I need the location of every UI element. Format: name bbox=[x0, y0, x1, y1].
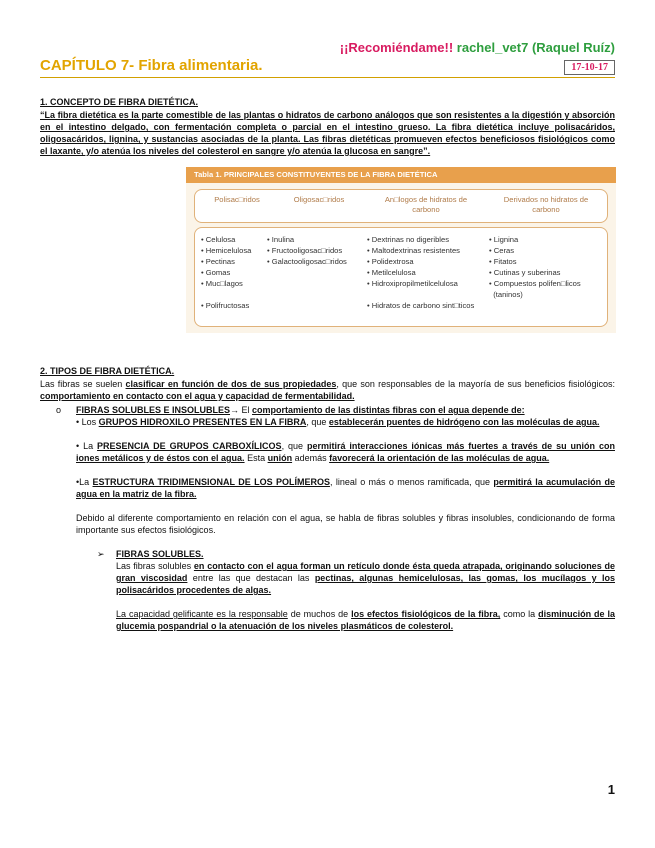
text-run: Esta bbox=[244, 453, 268, 463]
paragraph-water-behaviour: Debido al diferente comportamiento en relación con el agua, se habla de fibras solubles y fibras insolubles, condicionando de forma importante sus efectos fisiológicos. bbox=[76, 513, 615, 535]
text-run: los efectos fisiológicos de la fibra, bbox=[351, 609, 501, 619]
text-run: , lineal o más o menos ramificada, que bbox=[329, 477, 494, 487]
text-run: Las fibras se suelen bbox=[40, 379, 126, 389]
fiber-constituents-table bbox=[186, 167, 616, 333]
text-run: → El bbox=[230, 405, 253, 415]
text-run: como la bbox=[500, 609, 539, 619]
table-cell: • Lignina bbox=[489, 235, 519, 244]
text-run: FIBRAS SOLUBLES. bbox=[116, 549, 204, 559]
text-run: La capacidad gelificante es la responsable bbox=[116, 609, 288, 619]
table-header-cell: Polisac□ridos bbox=[214, 195, 260, 204]
table-cell: • Gomas bbox=[201, 268, 231, 277]
text-run: clasificar en función de dos de sus propiedades bbox=[125, 379, 337, 389]
table-cell: • Galactooligosac□ridos bbox=[267, 257, 347, 266]
promo-author: rachel_vet7 (Raquel Ruíz) bbox=[456, 40, 615, 55]
text-run: favorecerá la orientación de las moléculas de agua. bbox=[329, 453, 550, 463]
text-run: disminución de la glucemia pospandrial o la atenuación de los niveles plasmáticos de colesterol. bbox=[116, 609, 616, 631]
text-run: , que bbox=[281, 441, 307, 451]
paragraph-structure bbox=[40, 476, 615, 500]
text-run: permitirá interacciones iónicas más fuertes a través de su unión con iones metálicos y de éstos con el agua. bbox=[76, 441, 615, 463]
text-run: unión bbox=[267, 453, 293, 463]
table-cell bbox=[367, 289, 474, 300]
table-cell: • Polifructosas bbox=[201, 301, 250, 310]
text-run: •La bbox=[76, 477, 93, 487]
text-run: comportamiento en contacto con el agua y capacidad de fermentabilidad. bbox=[40, 391, 355, 401]
text-run: en contacto con el agua forman un retículo donde ésta queda atrapada, originando soluciones de gran viscosidad bbox=[116, 561, 615, 583]
text-run: , que son responsables de la mayoría de sus beneficios fisiológicos: bbox=[336, 379, 616, 389]
text-run: ESTRUCTURA TRIDIMENSIONAL DE LOS POLÍMEROS bbox=[92, 477, 330, 487]
text-run: , que bbox=[306, 417, 329, 427]
table-cell: • Hemicelulosa bbox=[201, 246, 252, 255]
table-header-cell: Derivados no hidratos de carbono bbox=[503, 195, 589, 214]
text-run: comportamiento de las distintas fibras con el agua depende de: bbox=[252, 405, 525, 415]
page-number: 1 bbox=[607, 782, 615, 797]
table-cell: • Muc□lagos bbox=[201, 279, 243, 288]
table-column bbox=[267, 234, 347, 267]
table-body bbox=[194, 227, 608, 327]
promo-recommend: ¡¡Recomiéndame!! bbox=[339, 40, 454, 55]
date-badge: 17-10-17 bbox=[564, 60, 615, 75]
table-cell: • Polidextrosa bbox=[367, 257, 414, 266]
chapter-title: CAPÍTULO 7- Fibra alimentaria. bbox=[40, 57, 263, 74]
table-column bbox=[367, 234, 474, 311]
table-cell: • Dextrinas no digeribles bbox=[367, 235, 450, 244]
table-cell: • Hidratos de carbono sint□ticos bbox=[367, 301, 475, 310]
section2-intro bbox=[40, 378, 615, 402]
section2 bbox=[40, 365, 615, 632]
paragraph-carboxyl bbox=[40, 440, 615, 464]
table-cell: • Fitatos bbox=[489, 257, 517, 266]
table-header-cell: An□logos de hidratos de carbono bbox=[384, 195, 468, 214]
header-divider bbox=[40, 77, 615, 78]
table-cell: • Compuestos polifen□licos bbox=[489, 279, 581, 288]
promo-line bbox=[340, 40, 615, 55]
table-cell: • Fructooligosac□ridos bbox=[267, 246, 343, 255]
bullet-soluble-insoluble bbox=[40, 404, 615, 416]
section1-heading: 1. CONCEPTO DE FIBRA DIETÉTICA. bbox=[40, 97, 199, 107]
text-run: GRUPOS HIDROXILO PRESENTES EN LA FIBRA bbox=[98, 417, 307, 427]
table-cell: • Maltodextrinas resistentes bbox=[367, 246, 460, 255]
table-cell: • Pectinas bbox=[201, 257, 235, 266]
text-run: pectinas, algunas hemicelulosas, las gomas, los mucílagos y los polisacáridos procedentes de algas. bbox=[116, 573, 615, 595]
text-run: • La bbox=[76, 441, 98, 451]
arrow-bullet-icon: ➢ bbox=[97, 549, 105, 559]
paragraph-hydroxyl bbox=[40, 416, 615, 428]
text-run: • Los bbox=[76, 417, 99, 427]
table-column bbox=[489, 234, 581, 300]
table-cell: • Cutinas y suberinas bbox=[489, 268, 561, 277]
text-run: establecerán puentes de hidrógeno con las moléculas de agua. bbox=[328, 417, 600, 427]
main-content bbox=[40, 96, 615, 632]
table-cell: • Ceras bbox=[489, 246, 515, 255]
table-cell: • Inulina bbox=[267, 235, 295, 244]
table-column bbox=[201, 234, 251, 311]
table-cell bbox=[201, 289, 251, 300]
table-header-row bbox=[194, 189, 608, 223]
paragraph-soluble-fibers bbox=[40, 560, 615, 596]
text-run: permitirá la acumulación de agua en la matriz de la fibra. bbox=[76, 477, 615, 499]
section2-heading: 2. TIPOS DE FIBRA DIETÉTICA. bbox=[40, 366, 175, 376]
soluble-fibers-heading bbox=[40, 548, 615, 560]
fiber-definition-quote: “La fibra dietética es la parte comestible de las plantas o hidratos de carbono análogos que son resistentes a la digestión y absorción en el intestino delgado, con fermentación completa o parcial en el intestino grueso. La fibra dietética incluye polisacáridos, oligosacáridos, lignina, y sustancias asociadas de la planta. Las fibras dietéticas promueven efectos beneficiosos fisiológicos como el laxante, y/o atenúa los niveles del colesterol en sangre y/o atenúa la glucosa en sangre”. bbox=[40, 110, 615, 156]
text-run: Las fibras solubles bbox=[116, 561, 194, 571]
table-cell: (taninos) bbox=[489, 290, 523, 299]
table-cell: • Hidroxipropilmetilcelulosa bbox=[367, 279, 458, 288]
text-run: además bbox=[292, 453, 330, 463]
table-cell: • Celulosa bbox=[201, 235, 236, 244]
text-run: de muchos de bbox=[287, 609, 352, 619]
bullet-marker: o bbox=[56, 405, 62, 415]
text-run: PRESENCIA DE GRUPOS CARBOXÍLICOS bbox=[97, 441, 282, 451]
text-run: FIBRAS SOLUBLES E INSOLUBLES bbox=[76, 405, 231, 415]
table-title: Tabla 1. PRINCIPALES CONSTITUYENTES DE LA FIBRA DIETÉTICA bbox=[186, 167, 616, 183]
text-run: entre las que destacan las bbox=[187, 573, 315, 583]
table-header-cell: Oligosac□ridos bbox=[293, 195, 345, 204]
paragraph-gelling-capacity bbox=[40, 608, 615, 632]
table-cell: • Metilcelulosa bbox=[367, 268, 416, 277]
